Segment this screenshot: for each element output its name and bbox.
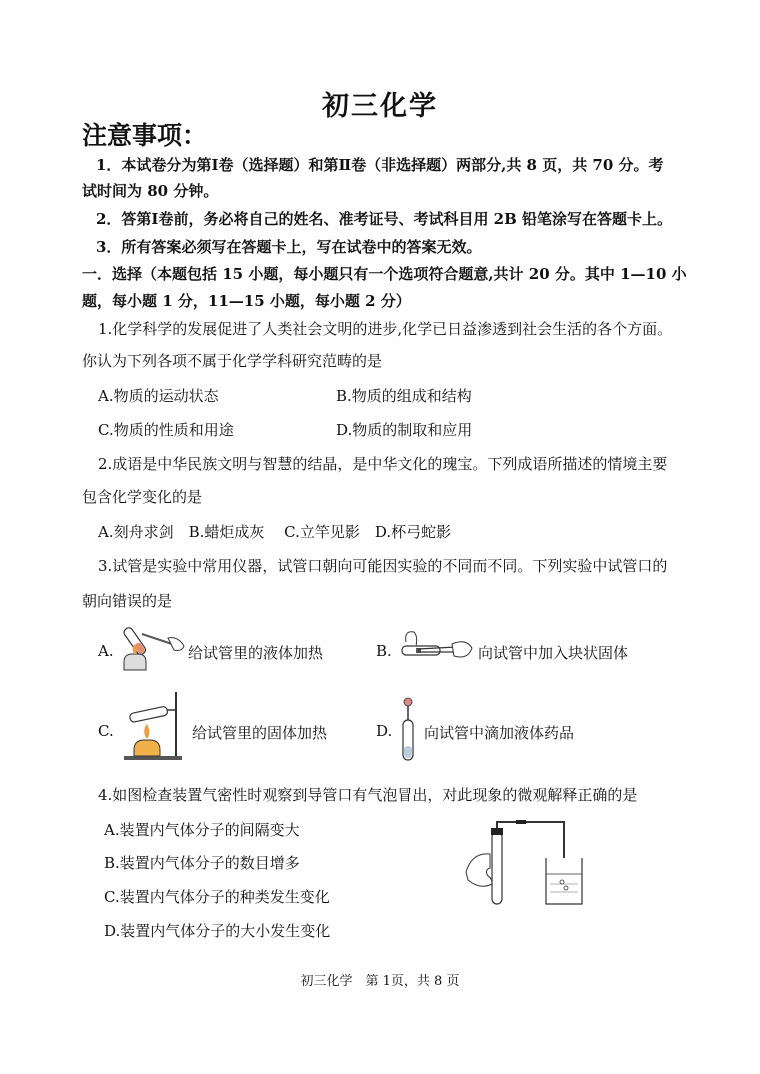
adding-solid-illustration xyxy=(396,628,476,670)
question-4-option-b: B.装置内气体分子的数目增多 xyxy=(104,854,300,872)
page-title: 初三化学 xyxy=(322,91,438,122)
section-1-header-line-2: 题，每小题 1 分，11—15 小题，每小题 2 分） xyxy=(82,292,411,310)
notice-heading: 注意事项： xyxy=(82,121,208,150)
question-2-options: A.刻舟求剑 B.蜡炬成灰 C.立竿见影 D.杯弓蛇影 xyxy=(98,523,452,541)
notice-item-1-line-1: 1．本试卷分为第Ⅰ卷（选择题）和第Ⅱ卷（非选择题）两部分,共 8 页，共 70 分。考 xyxy=(96,156,664,174)
question-1-line-1: 1.化学科学的发展促进了人类社会文明的进步,化学已日益渗透到社会生活的各个方面。 xyxy=(98,320,673,338)
heating-liquid-illustration xyxy=(116,618,188,672)
question-3-option-b-text: 向试管中加入块状固体 xyxy=(478,644,629,662)
question-3-line-2: 朝向错误的是 xyxy=(82,592,173,610)
page-footer: 初三化学 第 1页，共 8 页 xyxy=(300,974,460,989)
airtightness-apparatus-illustration xyxy=(462,818,586,908)
question-3-option-a-letter: A. xyxy=(98,642,114,660)
question-1-option-a: A.物质的运动状态 xyxy=(98,387,219,405)
question-1-option-b: B.物质的组成和结构 xyxy=(336,387,472,405)
question-2-line-2: 包含化学变化的是 xyxy=(82,488,203,506)
notice-item-1-line-2: 试时间为 80 分钟。 xyxy=(82,182,219,200)
dropping-liquid-illustration xyxy=(396,696,420,762)
question-1-option-d: D.物质的制取和应用 xyxy=(336,421,473,439)
question-3-option-c-text: 给试管里的固体加热 xyxy=(192,724,328,742)
question-3-option-b-letter: B. xyxy=(376,642,392,660)
question-3-option-a-text: 给试管里的液体加热 xyxy=(188,644,324,662)
question-4-stem: 4.如图检查装置气密性时观察到导管口有气泡冒出，对此现象的微观解释正确的是 xyxy=(98,786,638,804)
heating-solid-illustration xyxy=(120,688,190,762)
question-4-option-a: A.装置内气体分子的间隔变大 xyxy=(104,821,300,839)
question-4-option-c: C.装置内气体分子的种类发生变化 xyxy=(104,888,330,906)
section-1-header-line-1: 一．选择（本题包括 15 小题，每小题只有一个选项符合题意,共计 20 分。其中 1—10 小 xyxy=(82,265,687,283)
question-3-option-c-letter: C. xyxy=(98,722,114,740)
question-4-option-d: D.装置内气体分子的大小发生变化 xyxy=(104,922,331,940)
question-1-option-c: C.物质的性质和用途 xyxy=(98,421,234,439)
question-3-option-d-letter: D. xyxy=(376,722,393,740)
question-3-option-d-text: 向试管中滴加液体药品 xyxy=(424,724,575,742)
question-3-line-1: 3.试管是实验中常用仪器，试管口朝向可能因实验的不同而不同。下列实验中试管口的 xyxy=(98,557,668,575)
notice-item-2: 2．答第Ⅰ卷前，务必将自己的姓名、准考证号、考试科目用 2B 铅笔涂写在答题卡上。 xyxy=(96,210,673,228)
notice-item-3: 3．所有答案必须写在答题卡上，写在试卷中的答案无效。 xyxy=(96,238,482,256)
question-1-line-2: 你认为下列各项不属于化学学科研究范畴的是 xyxy=(82,352,383,370)
question-2-line-1: 2.成语是中华民族文明与智慧的结晶，是中华文化的瑰宝。下列成语所描述的情境主要 xyxy=(98,455,668,473)
